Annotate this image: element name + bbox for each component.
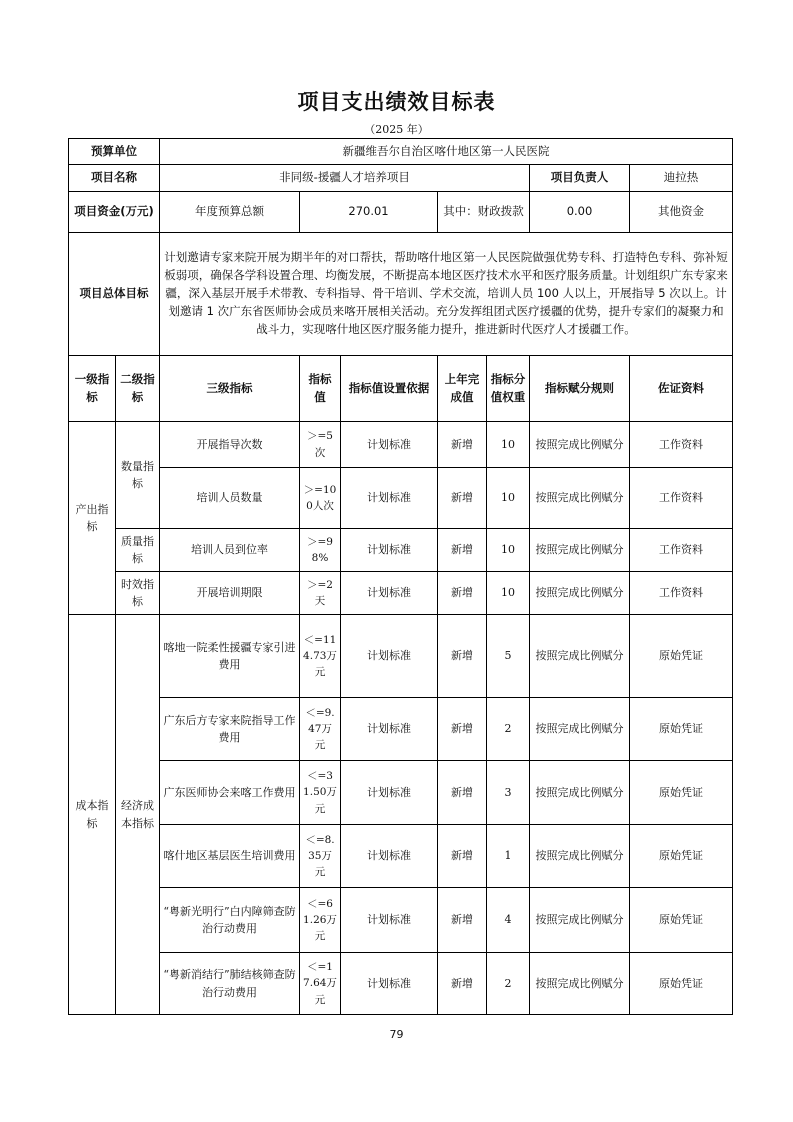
level1-cost: 成本指标 [69, 615, 116, 1015]
indicator-weight: 2 [487, 698, 530, 761]
table-row [69, 468, 733, 529]
budget-unit-row [69, 139, 733, 165]
indicator-basis: 计划标准 [341, 888, 438, 953]
table-row [69, 888, 733, 953]
indicator-weight: 10 [487, 572, 530, 615]
funds-label: 项目资金(万元) [69, 192, 160, 233]
indicator-value: ＜=31.50万元 [300, 761, 341, 825]
indicator-basis: 计划标准 [341, 572, 438, 615]
indicator-last-year: 新增 [438, 888, 487, 953]
fiscal-label: 其中：财政拨款 [438, 192, 530, 233]
annual-total-value: 270.01 [300, 192, 438, 233]
level2-quality: 质量指标 [116, 529, 160, 572]
indicator-header-row [69, 356, 733, 422]
indicator-last-year: 新增 [438, 572, 487, 615]
indicator-weight: 10 [487, 422, 530, 468]
indicator-rule: 按照完成比例赋分 [530, 615, 630, 698]
indicator-last-year: 新增 [438, 468, 487, 529]
indicator-value: ＜=9.47万元 [300, 698, 341, 761]
indicator-weight: 5 [487, 615, 530, 698]
header-rule: 指标赋分规则 [530, 356, 630, 422]
indicator-evidence: 原始凭证 [630, 698, 733, 761]
indicator-basis: 计划标准 [341, 953, 438, 1015]
indicator-last-year: 新增 [438, 953, 487, 1015]
overall-goal-text: 计划邀请专家来院开展为期半年的对口帮扶，帮助喀什地区第一人民医院做强优势专科、打造特色专科、弥补短板弱项，确保各学科设置合理、均衡发展，不断提高本地区医疗技术水平和医疗服务质量。计划组织广东专家来疆，深入基层开展手术带教、专科指导、骨干培训、学术交流，培训人员 100 人以上，开展指导 5 次以上。计划邀请 1 次广东省医师协会成员来喀开展相关活动。充分发挥组团式医疗援疆的优势，提升专家们的凝聚力和战斗力，实现喀什地区医疗服务能力提升，推进新时代医疗人才援疆工作。 [160, 233, 733, 356]
table-row [69, 953, 733, 1015]
indicator-value: ＞=2天 [300, 572, 341, 615]
header-last-year: 上年完成值 [438, 356, 487, 422]
year-label: （2025 年） [364, 123, 429, 136]
indicator-weight: 2 [487, 953, 530, 1015]
project-name-value: 非同级-援疆人才培养项目 [160, 165, 530, 192]
level2-economic-cost: 经济成本指标 [116, 615, 160, 1015]
indicator-name: 广东后方专家来院指导工作费用 [160, 698, 300, 761]
indicator-last-year: 新增 [438, 615, 487, 698]
overall-goal-label: 项目总体目标 [69, 233, 160, 356]
header-level3: 三级指标 [160, 356, 300, 422]
header-basis: 指标值设置依据 [341, 356, 438, 422]
indicator-evidence: 原始凭证 [630, 825, 733, 888]
performance-table [68, 138, 733, 1015]
indicator-last-year: 新增 [438, 825, 487, 888]
other-funds-label: 其他资金 [630, 192, 733, 233]
indicator-basis: 计划标准 [341, 468, 438, 529]
indicator-value: ＞=5次 [300, 422, 341, 468]
project-name-label: 项目名称 [69, 165, 160, 192]
indicator-weight: 10 [487, 468, 530, 529]
indicator-rule: 按照完成比例赋分 [530, 888, 630, 953]
indicator-name: 喀地一院柔性援疆专家引进费用 [160, 615, 300, 698]
indicator-last-year: 新增 [438, 698, 487, 761]
indicator-rule: 按照完成比例赋分 [530, 953, 630, 1015]
indicator-evidence: 工作资料 [630, 529, 733, 572]
header-evidence: 佐证资料 [630, 356, 733, 422]
indicator-rule: 按照完成比例赋分 [530, 422, 630, 468]
table-row [69, 761, 733, 825]
level2-timeliness: 时效指标 [116, 572, 160, 615]
page-title: 项目支出绩效目标表 [297, 90, 496, 114]
indicator-last-year: 新增 [438, 761, 487, 825]
indicator-weight: 1 [487, 825, 530, 888]
indicator-value: ＜=17.64万元 [300, 953, 341, 1015]
indicator-evidence: 工作资料 [630, 422, 733, 468]
indicator-evidence: 工作资料 [630, 468, 733, 529]
budget-unit-label: 预算单位 [69, 139, 160, 165]
indicator-basis: 计划标准 [341, 761, 438, 825]
table-row [69, 615, 733, 698]
table-row [69, 825, 733, 888]
table-row [69, 698, 733, 761]
indicator-weight: 3 [487, 761, 530, 825]
header-level1: 一级指标 [69, 356, 116, 422]
indicator-rule: 按照完成比例赋分 [530, 825, 630, 888]
indicator-rule: 按照完成比例赋分 [530, 698, 630, 761]
indicator-rule: 按照完成比例赋分 [530, 529, 630, 572]
indicator-last-year: 新增 [438, 422, 487, 468]
table-row [69, 529, 733, 572]
funds-row [69, 192, 733, 233]
header-value: 指标值 [300, 356, 341, 422]
indicator-value: ＜=8.35万元 [300, 825, 341, 888]
indicator-name: 培训人员数量 [160, 468, 300, 529]
level1-output: 产出指标 [69, 422, 116, 615]
header-level2: 二级指标 [116, 356, 160, 422]
indicator-weight: 4 [487, 888, 530, 953]
indicator-weight: 10 [487, 529, 530, 572]
indicator-value: ＜=61.26万元 [300, 888, 341, 953]
indicator-rule: 按照完成比例赋分 [530, 761, 630, 825]
overall-goal-row [69, 233, 733, 356]
indicator-name: 开展指导次数 [160, 422, 300, 468]
project-lead-value: 迪拉热 [630, 165, 733, 192]
indicator-value: ＞=98% [300, 529, 341, 572]
budget-unit-value: 新疆维吾尔自治区喀什地区第一人民医院 [160, 139, 733, 165]
level2-quantity: 数量指标 [116, 422, 160, 529]
fiscal-value: 0.00 [530, 192, 630, 233]
indicator-evidence: 工作资料 [630, 572, 733, 615]
indicator-basis: 计划标准 [341, 698, 438, 761]
indicator-evidence: 原始凭证 [630, 761, 733, 825]
indicator-rule: 按照完成比例赋分 [530, 468, 630, 529]
indicator-basis: 计划标准 [341, 529, 438, 572]
indicator-basis: 计划标准 [341, 615, 438, 698]
header-weight: 指标分值权重 [487, 356, 530, 422]
indicator-name: 培训人员到位率 [160, 529, 300, 572]
indicator-basis: 计划标准 [341, 825, 438, 888]
annual-total-label: 年度预算总额 [160, 192, 300, 233]
indicator-name: 开展培训期限 [160, 572, 300, 615]
indicator-name: 喀什地区基层医生培训费用 [160, 825, 300, 888]
indicator-basis: 计划标准 [341, 422, 438, 468]
indicator-name: “粤新光明行”白内障筛查防治行动费用 [160, 888, 300, 953]
page-number: 79 [389, 1028, 404, 1041]
indicator-rule: 按照完成比例赋分 [530, 572, 630, 615]
indicator-evidence: 原始凭证 [630, 953, 733, 1015]
indicator-value: ＞=100人次 [300, 468, 341, 529]
indicator-evidence: 原始凭证 [630, 615, 733, 698]
indicator-name: “粤新消结行”肺结核筛查防治行动费用 [160, 953, 300, 1015]
indicator-evidence: 原始凭证 [630, 888, 733, 953]
table-row [69, 422, 733, 468]
indicator-last-year: 新增 [438, 529, 487, 572]
table-row [69, 572, 733, 615]
project-name-row [69, 165, 733, 192]
project-lead-label: 项目负责人 [530, 165, 630, 192]
indicator-value: ＜=114.73万元 [300, 615, 341, 698]
indicator-name: 广东医师协会来喀工作费用 [160, 761, 300, 825]
